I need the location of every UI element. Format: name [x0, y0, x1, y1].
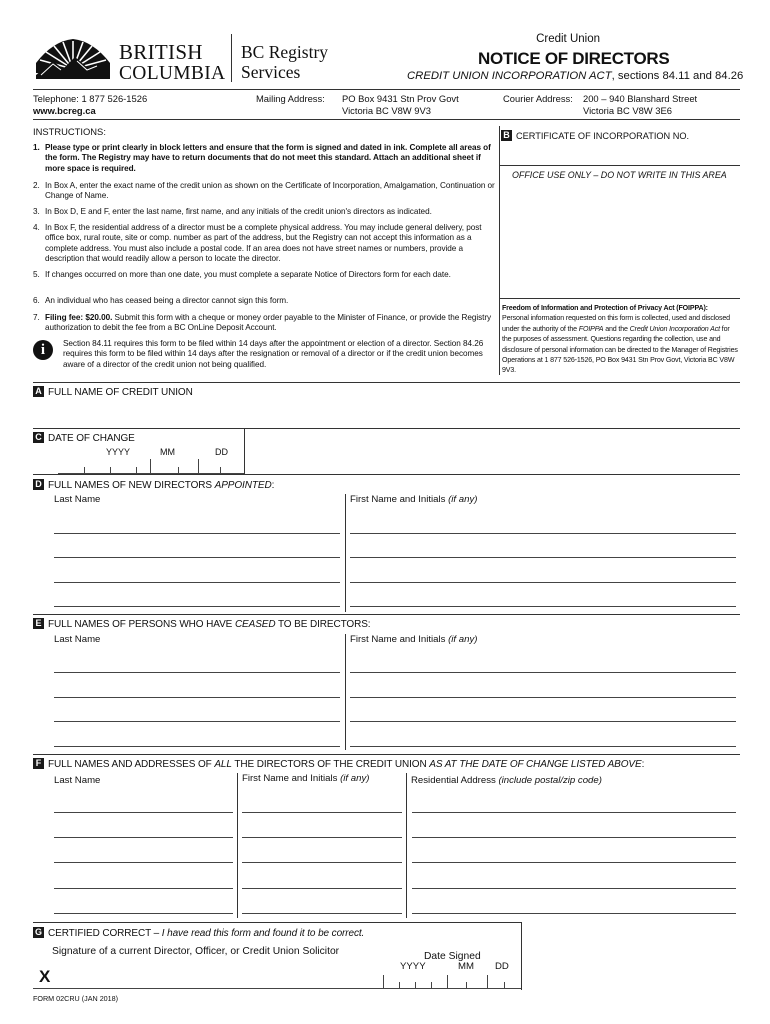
courier-label: Courier Address:	[503, 93, 573, 104]
instructions-heading: INSTRUCTIONS:	[33, 126, 106, 137]
box-f-address-label	[411, 775, 602, 786]
date-tick	[198, 459, 199, 473]
box-e-first-name-text: First Name and Initials	[350, 634, 449, 645]
new-director-last-name-3[interactable]	[54, 582, 340, 583]
date-signed-dd-label: DD	[495, 961, 509, 972]
courier-line2: Victoria BC V8W 3E6	[583, 105, 672, 116]
box-f-first-name-text: First Name and Initials	[242, 773, 341, 784]
date-dd-label: DD	[215, 447, 228, 457]
box-b-title	[501, 130, 689, 141]
box-f-first-name-note: (if any)	[340, 773, 370, 784]
instruction-3	[33, 207, 495, 217]
director-address-4[interactable]	[412, 888, 736, 889]
new-director-first-name-1[interactable]	[350, 533, 736, 534]
filing-fee: Filing fee: $20.00.	[45, 313, 113, 322]
box-d-last-name-label: Last Name	[54, 494, 101, 505]
box-d-first-name-note: (if any)	[448, 494, 478, 505]
website-link[interactable]: www.bcreg.ca	[33, 105, 96, 116]
box-f-label-d: AS AT THE DATE OF CHANGE LISTED ABOVE	[429, 759, 642, 770]
box-c-letter: C	[33, 432, 44, 443]
box-g-title	[33, 927, 364, 939]
form-category: Credit Union	[536, 33, 600, 45]
foippa-text-c: and the	[603, 324, 630, 333]
director-first-name-2[interactable]	[242, 837, 402, 838]
box-f-label-e: :	[641, 759, 645, 770]
director-address-3[interactable]	[412, 862, 736, 863]
header-rule	[33, 89, 740, 90]
province-line1: BRITISH	[119, 40, 203, 64]
telephone: Telephone: 1 877 526-1526	[33, 93, 148, 104]
box-c-title	[33, 432, 135, 444]
instruction-number: 5.	[33, 270, 40, 279]
date-tick	[150, 459, 151, 473]
info-icon: i	[33, 340, 53, 360]
date-signed-tick	[504, 982, 505, 988]
registry-line2: Services	[241, 62, 301, 82]
box-e-divider	[345, 634, 346, 750]
foippa-title: Freedom of Information and Protection of Privacy Act (FOIPPA):	[502, 304, 708, 312]
date-signed-tick	[415, 982, 416, 988]
new-director-first-name-3[interactable]	[350, 582, 736, 583]
instruction-text: In Box D, E and F, enter the last name, first name, and any initials of the credit union's directors as indicated.	[45, 207, 432, 216]
instruction-4	[33, 223, 495, 264]
mailing-line1: PO Box 9431 Stn Prov Govt	[342, 93, 459, 104]
director-address-1[interactable]	[412, 812, 736, 813]
act-sections: , sections 84.11 and 84.26	[611, 70, 744, 82]
date-signed-mm-label: MM	[458, 961, 474, 972]
date-signed-tick	[383, 975, 384, 988]
form-code: FORM 02CRU (JAN 2018)	[33, 994, 119, 1003]
box-f-top-rule	[33, 754, 740, 755]
registry-line1: BC Registry	[241, 42, 329, 62]
box-g-top-rule	[33, 922, 521, 923]
office-use-notice: OFFICE USE ONLY – DO NOT WRITE IN THIS AREA	[512, 170, 727, 180]
box-b-border-left	[499, 126, 500, 375]
box-g-dash: –	[150, 928, 162, 939]
date-signed-tick	[487, 975, 488, 988]
ceased-director-last-name-4[interactable]	[54, 746, 340, 747]
ceased-director-first-name-4[interactable]	[350, 746, 736, 747]
director-address-2[interactable]	[412, 837, 736, 838]
act-reference	[407, 70, 743, 82]
box-b-label: CERTIFICATE OF INCORPORATION NO.	[516, 131, 690, 141]
box-f-label-a: FULL NAMES AND ADDRESSES OF	[48, 759, 215, 770]
foippa-text-a: Personal information requested on this form is collected, used and disclosed under the authority of the	[502, 314, 730, 333]
box-f-label-b: ALL	[214, 759, 232, 770]
courier-line1: 200 – 940 Blanshard Street	[583, 93, 698, 104]
director-last-name-1[interactable]	[54, 812, 233, 813]
box-e-label-b: CEASED	[234, 619, 276, 630]
instruction-number: 7.	[33, 313, 40, 322]
box-f-address-note: (include postal/zip code)	[498, 775, 602, 786]
date-tick	[178, 467, 179, 473]
form-title: NOTICE OF DIRECTORS	[478, 49, 670, 68]
signature-input[interactable]	[58, 966, 383, 988]
statutory-note: Section 84.11 requires this form to be filed within 14 days after the appointment or election of a director. Section 84.26 requires this form to be filed within 14 days after the resignation or removal of a director or if the credit union becomes aware of a director of the credit union not being qualified.	[63, 339, 484, 369]
foippa-text-d: Credit Union Incorporation Act	[629, 324, 720, 333]
box-g-statement: I have read this form and found it to be correct.	[161, 928, 365, 939]
mailing-line2: Victoria BC V8W 9V3	[342, 105, 431, 116]
director-address-5[interactable]	[412, 913, 736, 914]
instruction-number: 2.	[33, 181, 40, 190]
director-last-name-4[interactable]	[54, 888, 233, 889]
instruction-1	[33, 143, 495, 174]
date-of-change-input[interactable]	[58, 457, 244, 474]
instruction-text: Please type or print clearly in block letters and ensure that the form is signed and dated in ink. Complete all areas of the form. The Registry may have to return documents that do not meet this standard. Attach an additional sheet if more space is required.	[45, 143, 491, 173]
box-e-label-c: TO BE DIRECTORS:	[275, 619, 371, 630]
instruction-text: In Box F, the residential address of a director must be a complete physical address. You may include general delivery, post office box, rural route, site or comp. number as part of the address, but the Registry can not accept this information as a complete address. You must also include a postal code. If an area does not have street names or numbers, provide a description that would readily allow a person to locate the director.	[45, 223, 482, 263]
foippa-rule	[499, 298, 740, 299]
box-f-label-c: THE DIRECTORS OF THE CREDIT UNION	[231, 759, 430, 770]
mailing-label: Mailing Address:	[256, 93, 325, 104]
box-f-title	[33, 758, 644, 770]
date-signed-input[interactable]	[383, 975, 521, 988]
instruction-number: 1.	[33, 143, 40, 152]
province-name	[119, 41, 225, 85]
signature-x-mark: X	[39, 967, 51, 986]
date-tick	[84, 467, 85, 473]
signature-line	[33, 988, 521, 989]
director-last-name-2[interactable]	[54, 837, 233, 838]
director-first-name-4[interactable]	[242, 888, 402, 889]
ceased-director-last-name-3[interactable]	[54, 721, 340, 722]
new-director-last-name-1[interactable]	[54, 533, 340, 534]
director-last-name-5[interactable]	[54, 913, 233, 914]
date-signed-tick	[431, 982, 432, 988]
ceased-director-first-name-1[interactable]	[350, 672, 736, 673]
box-g-label: CERTIFIED CORRECT	[48, 928, 151, 939]
date-signed-label: Date Signed	[424, 951, 481, 962]
signature-label: Signature of a current Director, Officer, or Credit Union Solicitor	[52, 946, 340, 957]
instruction-text: Submit this form with a cheque or money order payable to the Minister of Finance, or provide the Registry authorization to debit the fee from a BC OnLine Deposit Account.	[45, 313, 492, 333]
header-divider	[231, 34, 232, 82]
ceased-director-first-name-3[interactable]	[350, 721, 736, 722]
box-c-label: DATE OF CHANGE	[48, 433, 135, 444]
foippa-text	[502, 313, 738, 375]
bc-sun-mountain-icon	[33, 33, 113, 83]
box-f-divider-2	[406, 773, 407, 918]
date-tick	[136, 467, 137, 473]
box-d-first-name-label	[350, 494, 477, 505]
box-d-divider	[345, 494, 346, 612]
box-d-label-c: :	[271, 480, 275, 491]
box-b-letter: B	[501, 130, 512, 141]
box-f-letter: F	[33, 758, 44, 769]
instruction-number: 3.	[33, 207, 40, 216]
new-director-first-name-4[interactable]	[350, 606, 736, 607]
date-signed-tick	[399, 982, 400, 988]
courier-address	[583, 93, 697, 117]
box-d-first-name-text: First Name and Initials	[350, 494, 449, 505]
new-director-first-name-2[interactable]	[350, 557, 736, 558]
box-e-label-a: FULL NAMES OF PERSONS WHO HAVE	[48, 619, 235, 630]
instruction-text: An individual who has ceased being a director cannot sign this form.	[45, 296, 289, 305]
box-f-first-name-label	[242, 773, 369, 784]
instruction-5	[33, 270, 495, 280]
box-e-first-name-label	[350, 634, 477, 645]
box-g-letter: G	[33, 927, 44, 938]
instruction-text: If changes occurred on more than one date, you must complete a separate Notice of Directors form for each date.	[45, 270, 451, 279]
box-f-divider-1	[237, 773, 238, 918]
box-e-letter: E	[33, 618, 44, 629]
registry-name	[241, 42, 328, 82]
director-first-name-5[interactable]	[242, 913, 402, 914]
date-signed-yyyy-label: YYYY	[400, 961, 426, 972]
instruction-7	[33, 313, 495, 334]
instruction-number: 4.	[33, 223, 40, 232]
box-d-label-b: APPOINTED	[214, 480, 272, 491]
director-first-name-1[interactable]	[242, 812, 402, 813]
box-f-address-text: Residential Address	[411, 775, 499, 786]
box-d-label-a: FULL NAMES OF NEW DIRECTORS	[48, 480, 215, 491]
box-b-office-rule	[499, 165, 740, 166]
box-g-border-right	[521, 922, 522, 990]
instruction-2	[33, 181, 495, 202]
box-a-title	[33, 386, 193, 398]
foippa-text-e: for the purposes of assessment. Questions regarding the collection, use and disclosure of personal information can be directed to the Manager of Registries Operations at 1 877 526-1526, PO Box 9431 Stn Prov Govt, Victoria BC V8W 9V3.	[502, 324, 738, 375]
box-d-title	[33, 479, 274, 491]
date-tick	[110, 467, 111, 473]
mailing-address	[342, 93, 459, 117]
date-signed-tick	[447, 975, 448, 988]
instruction-text: In Box A, enter the exact name of the credit union as shown on the Certificate of Incorporation, Amalgamation, Continuation or Change of Name.	[45, 181, 495, 201]
box-e-top-rule	[33, 614, 740, 615]
contact-rule	[33, 119, 740, 120]
date-mm-label: MM	[160, 447, 175, 457]
credit-union-name-input[interactable]	[33, 400, 740, 427]
box-d-letter: D	[33, 479, 44, 490]
act-name: CREDIT UNION INCORPORATION ACT	[407, 70, 612, 82]
box-c-top-rule	[33, 428, 740, 429]
director-first-name-3[interactable]	[242, 862, 402, 863]
new-director-last-name-4[interactable]	[54, 606, 340, 607]
box-e-title	[33, 618, 370, 630]
bc-logo	[33, 33, 113, 83]
box-d-top-rule	[33, 474, 740, 475]
ceased-director-last-name-1[interactable]	[54, 672, 340, 673]
box-a-letter: A	[33, 386, 44, 397]
box-e-first-name-note: (if any)	[448, 634, 478, 645]
box-a-top-rule	[33, 382, 740, 383]
date-tick	[220, 467, 221, 473]
box-f-last-name-label: Last Name	[54, 775, 101, 786]
box-c-divider	[244, 428, 245, 474]
instruction-6	[33, 296, 495, 306]
foippa-text-b: FOIPPA	[578, 324, 604, 333]
box-a-label: FULL NAME OF CREDIT UNION	[48, 387, 193, 398]
instruction-number: 6.	[33, 296, 40, 305]
box-e-last-name-label: Last Name	[54, 634, 101, 645]
province-line2: COLUMBIA	[119, 63, 226, 84]
ceased-director-last-name-2[interactable]	[54, 697, 340, 698]
foippa-notice	[502, 303, 738, 376]
director-last-name-3[interactable]	[54, 862, 233, 863]
date-yyyy-label: YYYY	[106, 447, 131, 457]
ceased-director-first-name-2[interactable]	[350, 697, 736, 698]
new-director-last-name-2[interactable]	[54, 557, 340, 558]
date-signed-tick	[466, 982, 467, 988]
